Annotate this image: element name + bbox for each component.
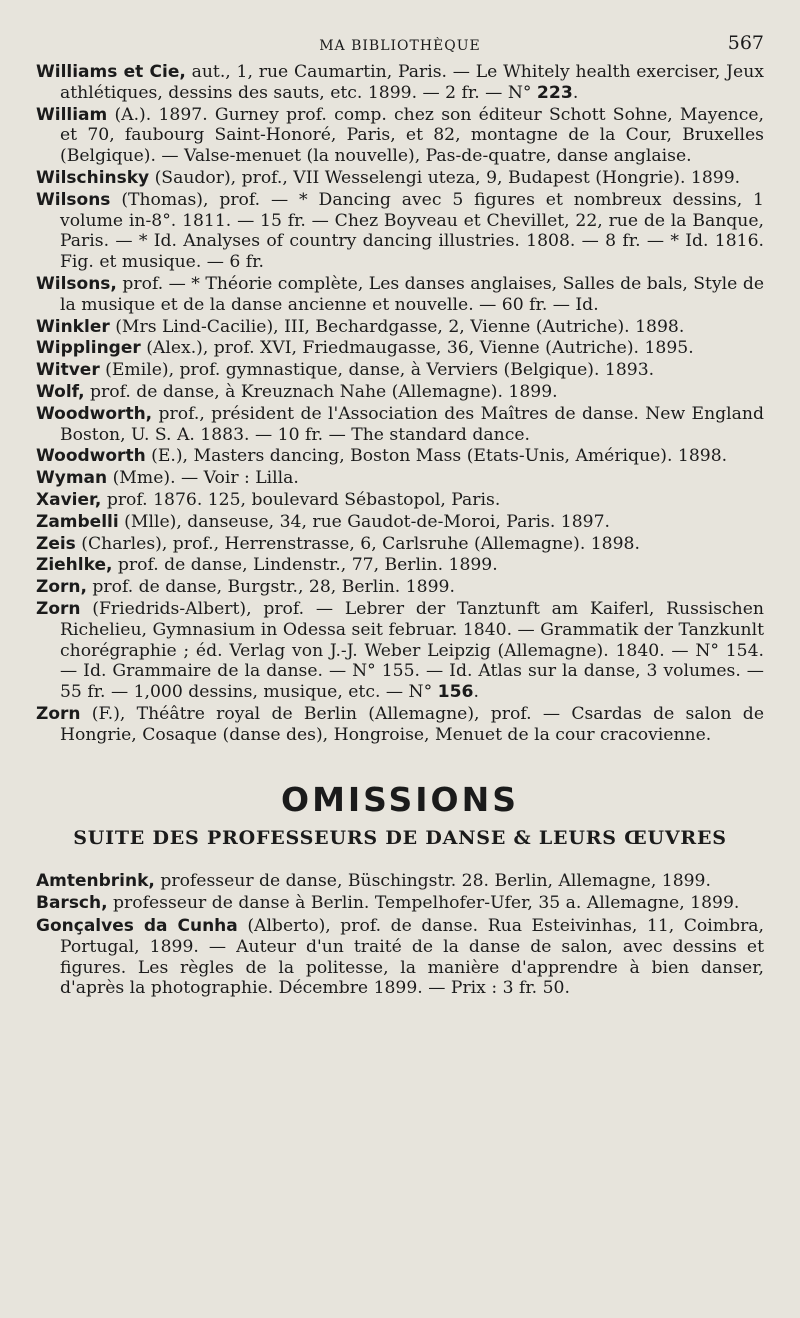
entry-name: Zorn [36,703,81,724]
directory-entry [36,190,764,273]
entry-text: prof. de danse, Burgstr., 28, Berlin. 1899. [86,577,455,598]
entry-name: Gonçalves da Cunha [36,916,238,937]
entry-text: prof. de danse, à Kreuznach Nahe (Allemagne). 1899. [84,381,558,402]
entry-name: Williams et Cie, [36,62,186,82]
entry-text: professeur de danse, Büschingstr. 28. Berlin, Allemagne, 1899. [154,870,711,891]
entry-name: Wipplinger [36,338,141,359]
entry-name: William [36,104,108,125]
entry-name: Zambelli [36,511,119,532]
directory-entry [36,555,764,576]
entry-name: Barsch, [36,893,108,914]
entry-name: Ziehlke, [36,555,113,576]
directory-entry [36,871,764,892]
entry-text: (Emile), prof. gymnastique, danse, à Verviers (Belgique). 1893. [99,360,655,381]
directory-entry [36,468,764,489]
directory-entry [36,168,764,189]
entry-text: (Thomas), prof. — * Dancing avec 5 figures et nombreux dessins, 1 volume in-8°. 1811. — 15 fr. — Chez Boyveau et Chevillet, 22, rue de la Banque, Paris. — * Id. Analyses of country dancing illustries. 1808. — 8 fr. — * Id. 1816. Fig. et musique. — 6 fr. [60,189,764,273]
entry-text: aut., 1, rue Caumartin, Paris. — Le Whitely health exerciser, Jeux athlétiques, dessins des sauts, etc. 1899. — 2 fr. — N° [60,62,764,103]
directory-entry [36,490,764,511]
entry-text: (E.), Masters dancing, Boston Mass (Etats-Unis, Amérique). 1898. [145,446,728,467]
omission-entries [36,871,764,1000]
entry-text: (F.), Théâtre royal de Berlin (Allemagne), prof. — Csardas de salon de Hongrie, Cosaque (danse des), Hongroise, Menuet de la cour cracovienne. [60,703,764,745]
directory-entry [36,577,764,598]
section-subtitle: SUITE DES PROFESSEURS DE DANSE & LEURS ŒUVRES [73,826,727,849]
directory-entry [36,338,764,359]
directory-entry [36,360,764,381]
entry-name: Zorn, [36,577,87,598]
directory-entry [36,893,764,914]
directory-entry [36,534,764,555]
running-title: MA BIBLIOTHÈQUE [319,38,481,54]
page-number: 567 [727,32,764,54]
entry-name: Wilsons, [36,273,117,294]
entry-text: (Alex.), prof. XVI, Friedmaugasse, 36, Vienne (Autriche). 1895. [140,338,694,359]
entry-name: Zeis [36,533,76,554]
entry-name: Amtenbrink, [36,870,155,891]
directory-entry [36,62,764,104]
catalog-number: 223 [536,82,573,103]
directory-entry [36,446,764,467]
entry-text: (Saudor), prof., VII Wesselengi uteza, 9, Budapest (Hongrie). 1899. [149,167,741,188]
entry-text: prof. — * Théorie complète, Les danses anglaises, Salles de bals, Style de la musique et de la danse ancienne et nouvelle. — 60 fr. — Id. [60,273,764,315]
directory-entry [36,599,764,703]
entry-text-end: . [572,82,579,103]
entry-text: (Mrs Lind-Cacilie), III, Bechardgasse, 2, Vienne (Autriche). 1898. [109,316,685,337]
entry-name: Winkler [36,316,110,337]
running-header [36,30,764,62]
entry-text: (Alberto), prof. de danse. Rua Esteivinhas, 11, Coimbra, Portugal, 1899. — Auteur d'un traité de la danse de salon, avec dessins et figures. Les règles de la politesse, la manière d'apprendre à bien danser, d'après la photographie. Décembre 1899. — Prix : 3 fr. 50. [60,916,764,999]
entry-name: Witver [36,360,100,381]
entry-text-end: . [473,682,479,703]
entry-text: prof. 1876. 125, boulevard Sébastopol, Paris. [101,489,501,510]
directory-entry [36,317,764,338]
directory-entry [36,105,764,167]
entry-name: Wyman [36,468,108,489]
entry-text: prof. de danse, Lindenstr., 77, Berlin. 1899. [112,555,498,576]
entry-name: Wilsons [36,189,111,210]
entry-text: (Mme). — Voir : Lilla. [107,468,299,489]
directory-entry [36,382,764,403]
catalog-number: 156 [437,682,474,703]
entry-text: prof., président de l'Association des Maîtres de danse. New England Boston, U. S. A. 1883. — 10 fr. — The standard dance. [60,403,764,445]
entry-name: Woodworth [36,446,146,467]
entry-name: Wolf, [36,381,85,402]
directory-entry [36,916,764,999]
entry-name: Woodworth, [36,403,153,424]
entry-text: professeur de danse à Berlin. Tempelhofer-Ufer, 35 a. Allemagne, 1899. [107,893,740,914]
entry-name: Xavier, [36,489,102,510]
directory-entry [36,704,764,746]
entry-name: Zorn [36,598,81,619]
section-title: OMISSIONS [281,779,519,819]
entry-text: (Mlle), danseuse, 34, rue Gaudot-de-Moroi, Paris. 1897. [118,511,611,532]
entry-name: Wilschinsky [36,167,150,188]
directory-entry [36,274,764,316]
directory-entry [36,512,764,533]
entry-text: (A.). 1897. Gurney prof. comp. chez son éditeur Schott Sohne, Mayence, et 70, faubourg Saint-Honoré, Paris, et 82, montagne de la Cour, Bruxelles (Belgique). — Valse-menuet (la nouvelle), Pas-de-quatre, danse anglaise. [60,104,764,167]
directory-entries [36,62,764,746]
directory-entry [36,404,764,446]
entry-text: (Charles), prof., Herrenstrasse, 6, Carlsruhe (Allemagne). 1898. [75,533,640,554]
entry-text: (Friedrids-Albert), prof. — Lebrer der Tanztunft am Kaiferl, Russischen Richelieu, Gymnasium in Odessa seit februar. 1840. — Grammatik der Tanzkunlt chorégraphie ; éd. Verlag von J.-J. Weber Leipzig (Allemagne). 1840. — N° 154. — Id. Grammaire de la danse. — N° 155. — Id. Atlas sur la danse, 3 volumes. — 55 fr. — 1,000 dessins, musique, etc. — N° [60,598,764,703]
